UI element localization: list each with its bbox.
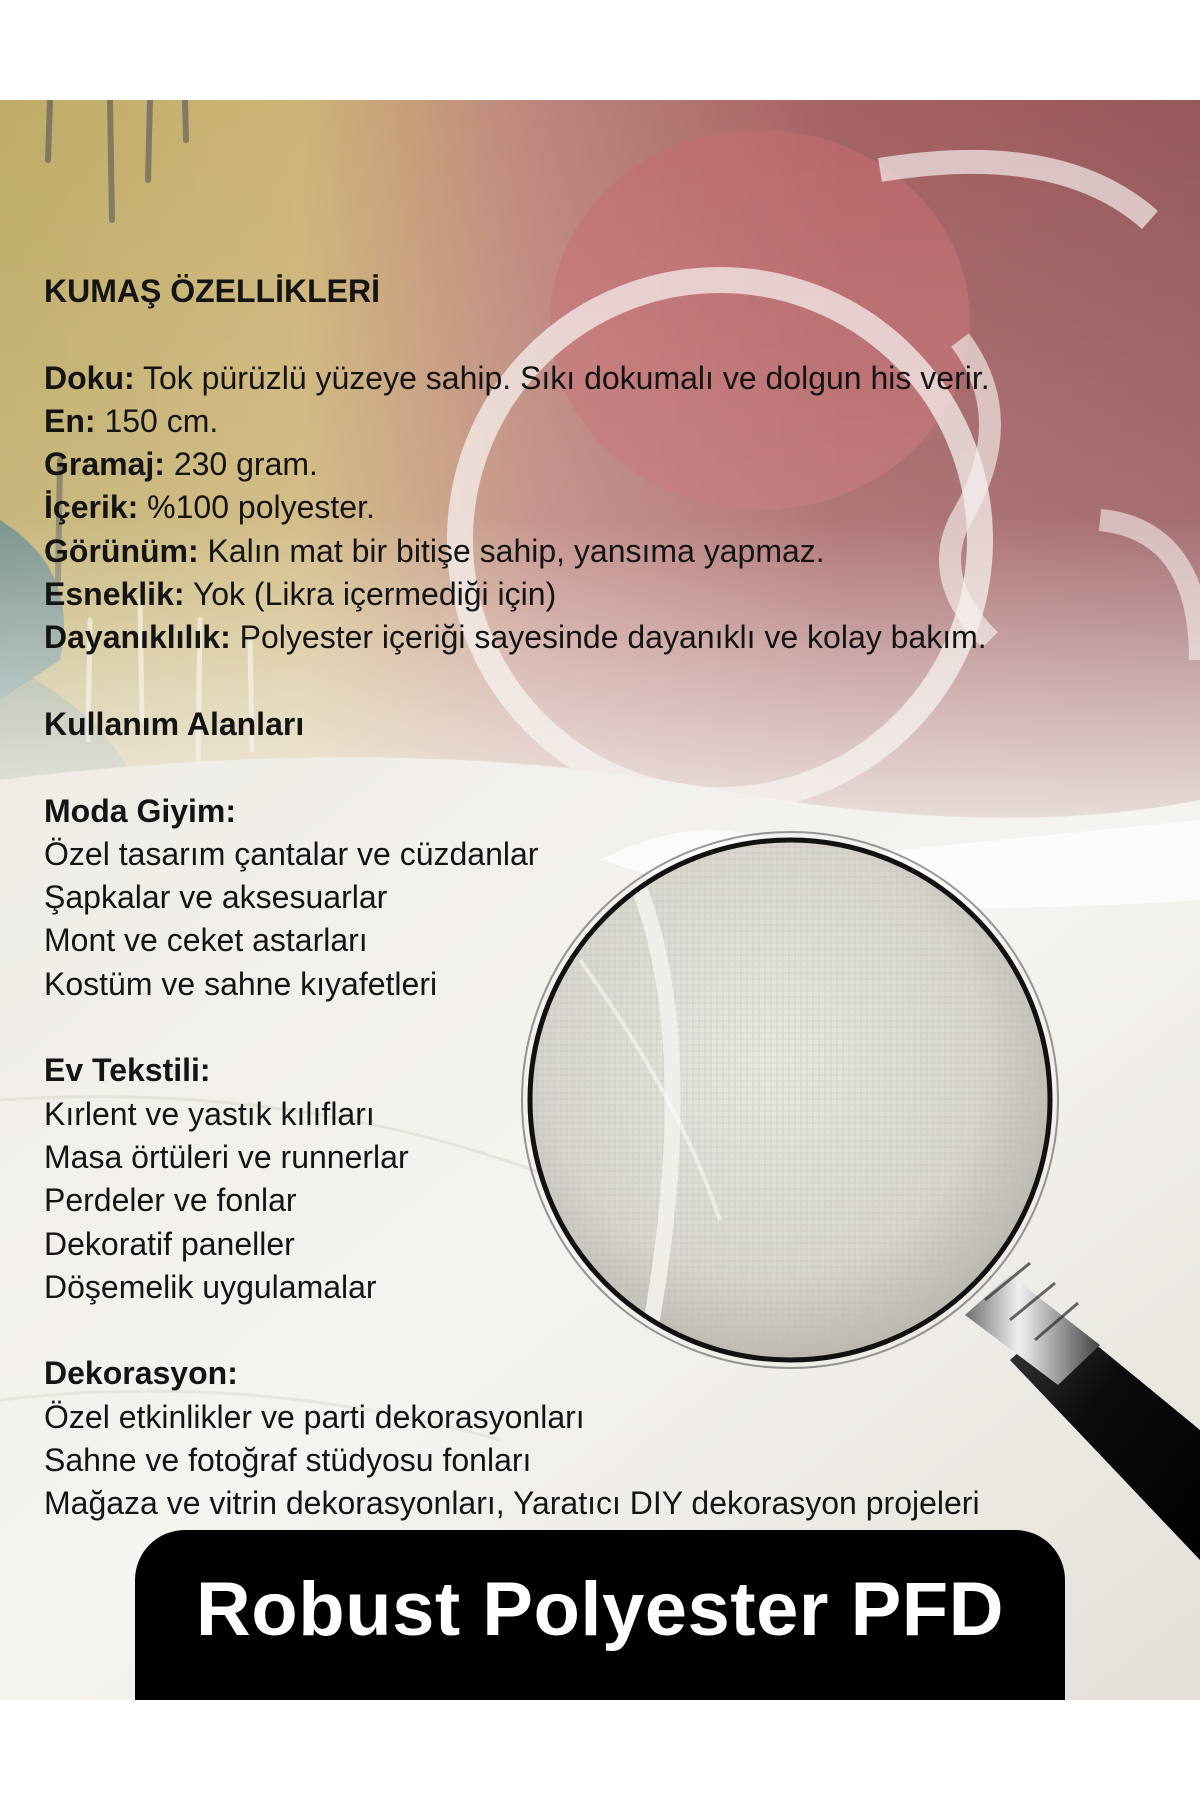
spacer xyxy=(44,313,1084,356)
property-value: Tok pürüzlü yüzeye sahip. Sıkı dokumalı ve dolgun his verir. xyxy=(134,359,990,396)
fabric-properties-heading: KUMAŞ ÖZELLİKLERİ xyxy=(44,273,380,309)
spacer xyxy=(44,746,1084,789)
category-title-dekorasyon: Dekorasyon: xyxy=(44,1355,238,1392)
list-item: Mont ve ceket astarları xyxy=(44,922,368,959)
spacer xyxy=(44,1309,1084,1352)
list-item: Dekoratif paneller xyxy=(44,1225,295,1262)
property-label: Dayanıklılık: xyxy=(44,619,231,656)
property-label: Esneklik: xyxy=(44,576,185,613)
list-item: Mağaza ve vitrin dekorasyonları, Yaratıcı DIY dekorasyon projeleri xyxy=(44,1485,980,1522)
product-title-banner xyxy=(135,1530,1065,1700)
property-en xyxy=(44,400,1084,443)
list-item: Kostüm ve sahne kıyafetleri xyxy=(44,965,438,1002)
product-description xyxy=(44,270,1084,1526)
property-doku xyxy=(44,357,1084,400)
list-item: Kırlent ve yastık kılıfları xyxy=(44,1095,375,1132)
property-label: En: xyxy=(44,402,96,439)
property-value: Yok (Likra içermediği için) xyxy=(184,576,557,613)
category-title-ev-tekstili: Ev Tekstili: xyxy=(44,1052,211,1089)
product-title: Robust Polyester PFD xyxy=(195,1567,1005,1652)
property-label: İçerik: xyxy=(44,489,139,526)
property-icerik xyxy=(44,486,1084,529)
product-poster xyxy=(0,100,1200,1700)
property-value: %100 polyester. xyxy=(138,489,375,526)
property-value: Polyester içeriği sayesinde dayanıklı ve kolay bakım. xyxy=(230,619,987,656)
category-title-moda: Moda Giyim: xyxy=(44,792,237,829)
property-value: 150 cm. xyxy=(95,402,219,439)
property-esneklik xyxy=(44,573,1084,616)
usage-heading: Kullanım Alanları xyxy=(44,705,305,742)
list-item: Sahne ve fotoğraf stüdyosu fonları xyxy=(44,1442,532,1479)
property-label: Gramaj: xyxy=(44,446,165,483)
property-value: 230 gram. xyxy=(164,446,318,483)
property-value: Kalın mat bir bitişe sahip, yansıma yapmaz. xyxy=(198,532,825,569)
list-item: Perdeler ve fonlar xyxy=(44,1182,297,1219)
spacer xyxy=(44,660,1084,703)
property-label: Görünüm: xyxy=(44,532,199,569)
property-gorunum xyxy=(44,530,1084,573)
property-label: Doku: xyxy=(44,359,135,396)
property-gramaj xyxy=(44,443,1084,486)
property-dayaniklilik xyxy=(44,616,1084,659)
list-item: Döşemelik uygulamalar xyxy=(44,1268,377,1305)
list-item: Özel tasarım çantalar ve cüzdanlar xyxy=(44,835,539,872)
list-item: Özel etkinlikler ve parti dekorasyonları xyxy=(44,1398,585,1435)
list-item: Masa örtüleri ve runnerlar xyxy=(44,1138,409,1175)
list-item: Şapkalar ve aksesuarlar xyxy=(44,879,388,916)
spacer xyxy=(44,1006,1084,1049)
